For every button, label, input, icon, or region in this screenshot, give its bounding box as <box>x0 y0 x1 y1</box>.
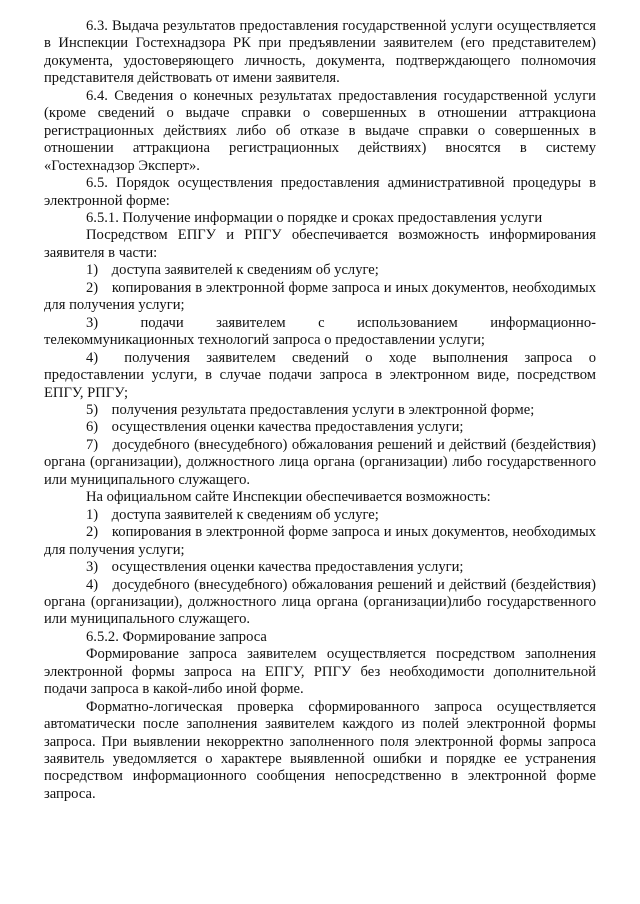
list-item-text: осуществления оценки качества предоставления услуги; <box>111 419 464 436</box>
list-item <box>44 262 596 279</box>
list-item-text: получения заявителем сведений о ходе выполнения запроса о предоставлении услуги, в случае подачи запроса в электронном виде, посредством ЕПГУ, РПГУ; <box>44 349 596 401</box>
list-item-text: доступа заявителей к сведениям об услуге; <box>111 262 379 279</box>
list-item-number: 4) <box>86 576 99 593</box>
list-item <box>44 577 596 629</box>
list-item-number: 4) <box>86 349 99 366</box>
list-item <box>44 507 596 524</box>
list-item <box>44 280 596 315</box>
paragraph-6-5-2-heading: 6.5.2. Формирование запроса <box>86 628 267 645</box>
list-item <box>44 437 596 489</box>
list-item <box>44 315 596 350</box>
list-item <box>44 419 596 436</box>
list-item-number: 5) <box>86 401 99 418</box>
list-item-text: досудебного (внесудебного) обжалования решений и действий (бездействия) органа (организации), должностного лица органа (организации)либо государственного или муниципального служащего. <box>44 576 596 628</box>
paragraph-6-4: 6.4. Сведения о конечных результатах предоставления государственной услуги (кроме сведений о выдаче справки о совершенных в отношении аттракциона регистрационных действиях либо об отказе в выдаче справки о совершенных в отношении аттракциона регистрационных действиях) вносятся в систему «Гостехнадзор Эксперт». <box>44 87 596 174</box>
list-item-number: 6) <box>86 419 99 436</box>
paragraph-6-5-1-heading: 6.5.1. Получение информации о порядке и сроках предоставления услуги <box>86 209 543 226</box>
list-item-text: досудебного (внесудебного) обжалования решений и действий (бездействия) органа (организации), должностного лица органа (организации) либо государственного или муниципального служащего. <box>44 436 596 488</box>
list-item-number: 2) <box>86 524 99 541</box>
paragraph-request-forming: Формирование запроса заявителем осуществляется посредством заполнения электронной формы запроса на ЕПГУ, РПГУ без необходимости дополнительной подачи запроса в какой-либо иной форме. <box>44 646 596 698</box>
list-item-text: осуществления оценки качества предоставления услуги; <box>111 559 464 576</box>
list-item <box>44 350 596 402</box>
list-item <box>44 559 596 576</box>
list-item-text: копирования в электронной форме запроса и иных документов, необходимых для получения услуги; <box>44 279 596 314</box>
list-item-text: подачи заявителем с использованием информационно-телекоммуникационных технологий запроса о предоставлении услуги; <box>44 314 596 349</box>
list-item-text: копирования в электронной форме запроса и иных документов, необходимых для получения услуги; <box>44 524 596 558</box>
list-item-number: 1) <box>86 506 99 523</box>
list-item-number: 3) <box>86 314 99 331</box>
list-item <box>44 524 596 559</box>
list-item <box>44 402 596 419</box>
list-item-number: 3) <box>86 559 99 576</box>
paragraph-6-5: 6.5. Порядок осуществления предоставления административной процедуры в электронной форме: <box>44 175 596 209</box>
paragraph-6-3: 6.3. Выдача результатов предоставления государственной услуги осуществляется в Инспекции Гостехнадзора РК при предъявлении заявителем (его представителем) документа, удостоверяющего личность, документа, подтверждающего полномочия представителя действовать от имени заявителя. <box>44 18 596 87</box>
paragraph-format-check: Форматно-логическая проверка сформированного запроса осуществляется автоматически после заполнения заявителем каждого из полей электронной формы запроса. При выявлении некорректно заполненного поля электронной формы запроса заявитель уведомляется о характере выявленной ошибки и порядке ее устранения посредством информационного сообщения непосредственно в электронной форме запроса. <box>44 698 596 802</box>
paragraph-epgu-intro: Посредством ЕПГУ и РПГУ обеспечивается возможность информирования заявителя в части: <box>44 227 596 261</box>
list-item-number: 1) <box>86 262 99 279</box>
paragraph-official-site-intro: На официальном сайте Инспекции обеспечивается возможность: <box>86 489 491 506</box>
list-item-text: доступа заявителей к сведениям об услуге; <box>111 506 379 523</box>
list-item-text: получения результата предоставления услуги в электронной форме; <box>111 401 535 418</box>
list-item-number: 7) <box>86 436 99 453</box>
list-item-number: 2) <box>86 279 99 296</box>
